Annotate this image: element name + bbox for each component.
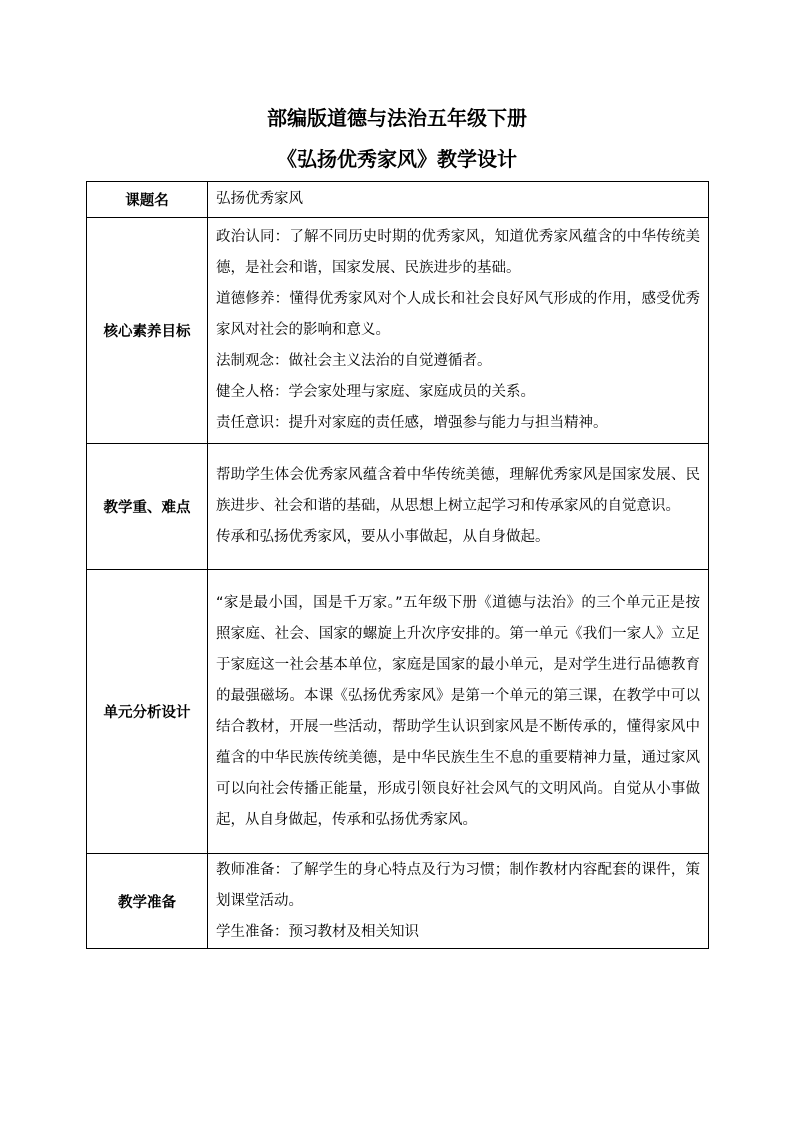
table-row-unit-analysis xyxy=(87,570,709,854)
row-content-topic xyxy=(208,182,709,218)
paragraph: 政治认同：了解不同历史时期的优秀家风，知道优秀家风蕴含的中华传统美德，是社会和谐，国家发展、民族进步的基础。 xyxy=(216,229,700,276)
document-subtitle: 《弘扬优秀家风》教学设计 xyxy=(277,147,517,171)
paragraph: 弘扬优秀家风 xyxy=(216,191,303,207)
row-label-core-goals: 核心素养目标 xyxy=(87,218,208,444)
paragraph: 健全人格：学会家处理与家庭、家庭成员的关系。 xyxy=(216,384,535,400)
paragraph: 传承和弘扬优秀家风，要从小事做起，从自身做起。 xyxy=(216,529,550,545)
table-row-key-points xyxy=(87,444,709,570)
document-title: 部编版道德与法治五年级下册 xyxy=(267,106,527,130)
row-content-key-points xyxy=(208,444,709,570)
row-label-unit-analysis: 单元分析设计 xyxy=(87,570,208,854)
paragraph: 道德修养：懂得优秀家风对个人成长和社会良好风气形成的作用，感受优秀家风对社会的影响和意义。 xyxy=(216,291,700,338)
lesson-plan-table xyxy=(86,181,709,949)
table-row-preparation xyxy=(87,854,709,949)
row-label-topic: 课题名 xyxy=(87,182,208,218)
table-row-topic xyxy=(87,182,709,218)
paragraph: 责任意识：提升对家庭的责任感，增强参与能力与担当精神。 xyxy=(216,415,608,431)
row-content-core-goals xyxy=(208,218,709,444)
row-content-unit-analysis xyxy=(208,570,709,854)
paragraph: “家是最小国，国是千万家。”五年级下册《道德与法治》的三个单元正是按照家庭、社会、国家的螺旋上升次序安排的。第一单元《我们一家人》立足于家庭这一社会基本单位，家庭是国家的最小单元，是对学生进行品德教育的最强磁场。本课《弘扬优秀家风》是第一个单元的第三课，在教学中可以结合教材，开展一些活动，帮助学生认识到家风是不断传承的，懂得家风中蕴含的中华民族传统美德，是中华民族生生不息的重要精神力量，通过家风可以向社会传播正能量，形成引领良好社会风气的文明风尚。自觉从小事做起，从自身做起，传承和弘扬优秀家风。 xyxy=(216,594,700,828)
paragraph: 帮助学生体会优秀家风蕴含着中华传统美德，理解优秀家风是国家发展、民族进步、社会和谐的基础，从思想上树立起学习和传承家风的自觉意识。 xyxy=(216,467,700,514)
row-label-key-points: 教学重、难点 xyxy=(87,444,208,570)
paragraph: 法制观念：做社会主义法治的自觉遵循者。 xyxy=(216,353,492,369)
paragraph: 教师准备：了解学生的身心特点及行为习惯；制作教材内容配套的课件，策划课堂活动。 xyxy=(216,861,700,909)
paragraph: 学生准备：预习教材及相关知识 xyxy=(216,923,419,940)
row-label-preparation: 教学准备 xyxy=(87,854,208,949)
table-row-core-goals xyxy=(87,218,709,444)
row-content-preparation xyxy=(208,854,709,949)
